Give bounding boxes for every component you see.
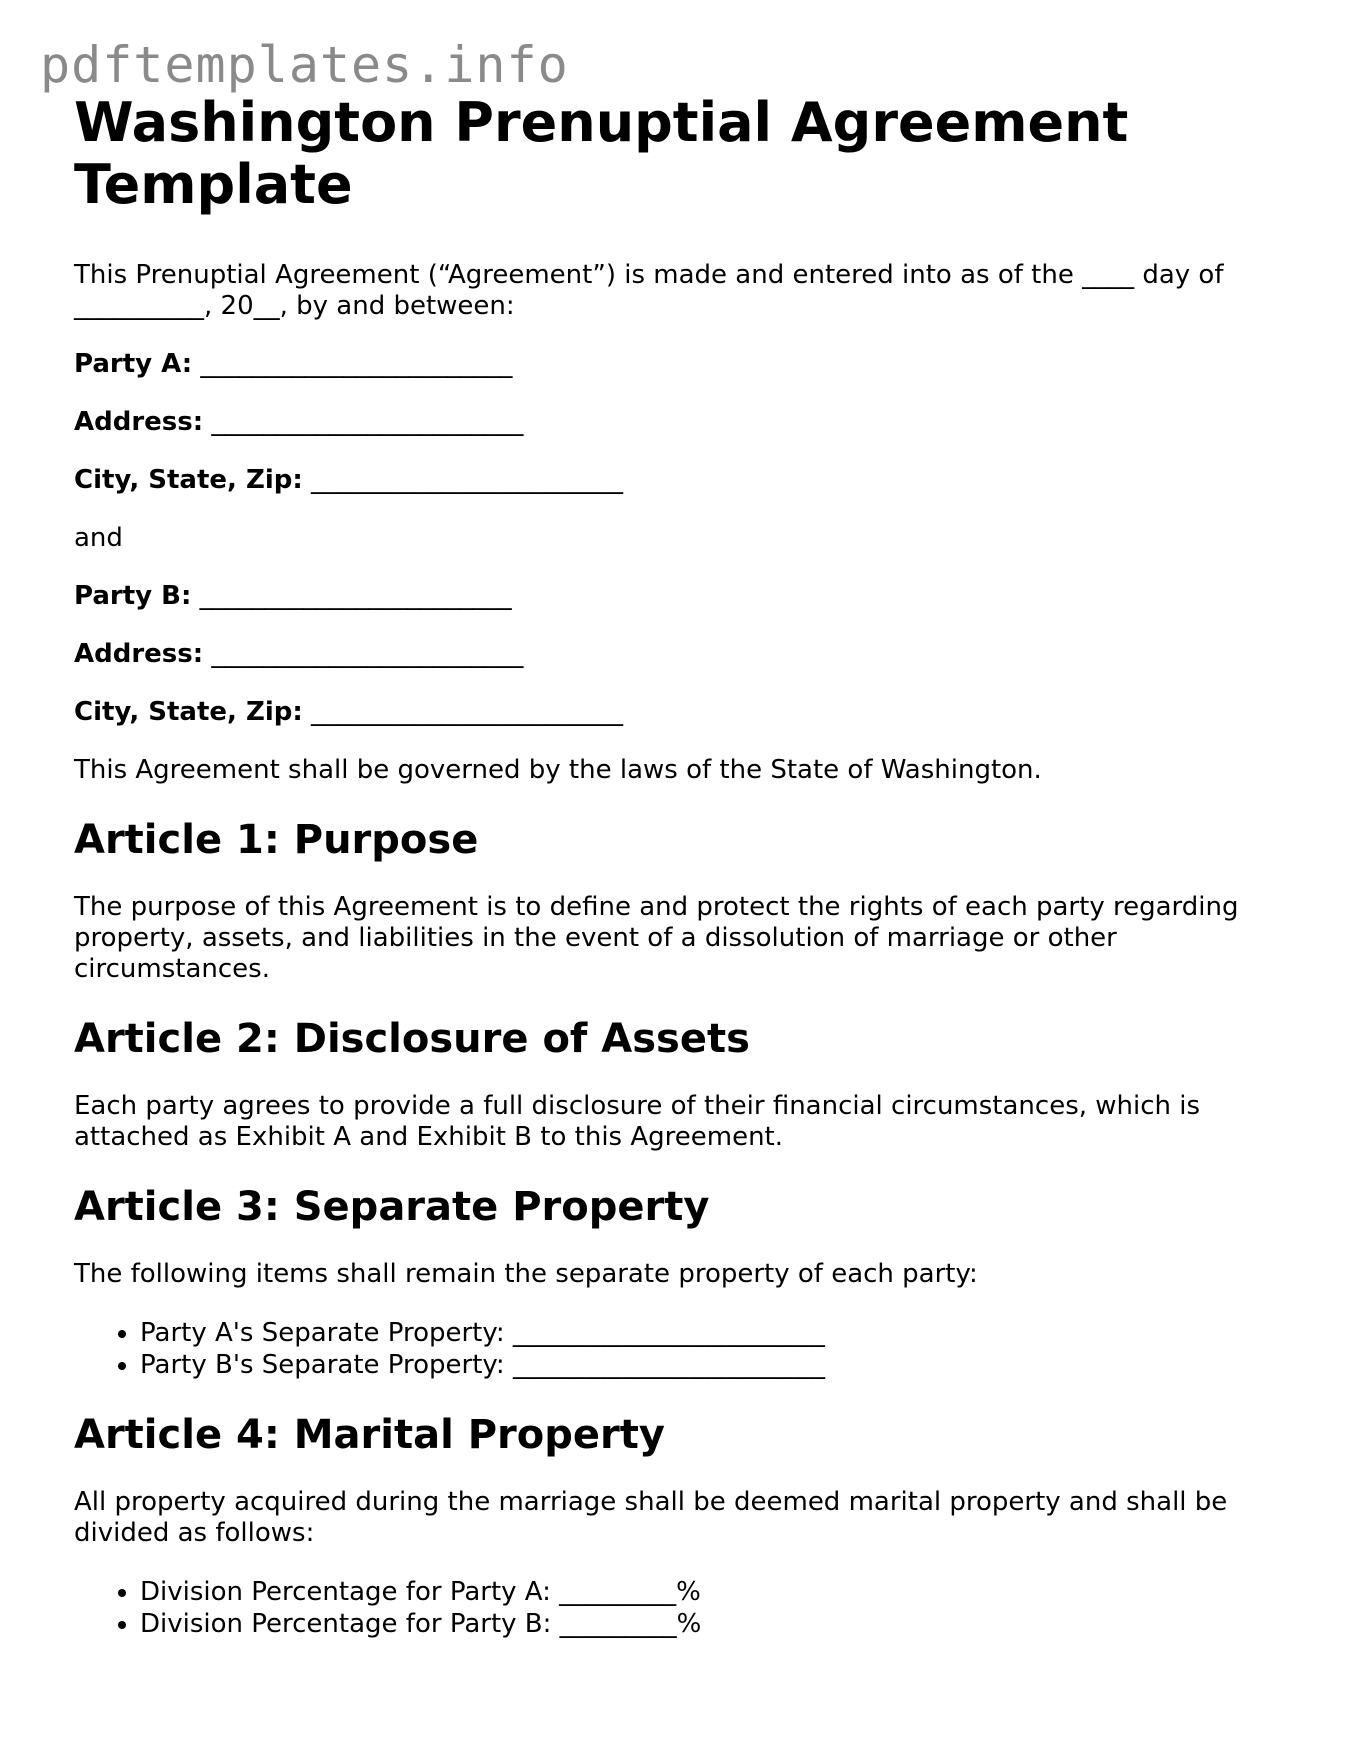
article-2-body: Each party agrees to provide a full disclosure of their financial circumstances, which is attached as Exhibit A and Exhibit B to this Agreement. [74,1091,1201,1152]
article-3-body: The following items shall remain the separate property of each party: [74,1259,978,1289]
article-4-heading: Article 4: Marital Property [74,1412,665,1458]
document-page [74,92,1284,1640]
party-b-city-label: City, State, Zip: [74,697,303,727]
article-2-heading: Article 2: Disclosure of Assets [74,1016,750,1062]
party-b-name-field [74,581,1284,612]
list-item[interactable]: • Division Percentage for Party A: _________% [140,1576,1284,1608]
party-b-address-blank[interactable]: ________________________ [211,639,524,669]
list-item[interactable]: • Party A's Separate Property: ________________________ [140,1317,1284,1349]
list-item[interactable]: • Division Percentage for Party B: _________% [140,1608,1284,1640]
party-a-address-field [74,407,1284,438]
intro-paragraph: This Prenuptial Agreement (“Agreement”) is made and entered into as of the ____ day of __________, 20__, by and between: [74,260,1224,321]
article-3-list [74,1317,1284,1381]
party-a-name-blank[interactable]: ________________________ [200,349,513,379]
article-3-heading: Article 3: Separate Property [74,1184,710,1230]
party-b-address-field [74,639,1284,670]
article-1-body: The purpose of this Agreement is to define and protect the rights of each party regarding property, assets, and liabilities in the event of a dissolution of marriage or other circumstances. [74,892,1239,984]
party-b-name-blank[interactable]: ________________________ [199,581,512,611]
party-a-address-label: Address: [74,407,204,437]
article-4-body: All property acquired during the marriage shall be deemed marital property and shall be divided as follows: [74,1487,1228,1548]
party-b-city-blank[interactable]: ________________________ [311,697,624,727]
party-b-name-label: Party B: [74,581,192,611]
governing-law-paragraph: This Agreement shall be governed by the laws of the State of Washington. [74,755,1042,785]
watermark: pdftemplates.info [40,36,569,94]
list-item[interactable]: • Party B's Separate Property: ________________________ [140,1349,1284,1381]
article-4-list [74,1576,1284,1640]
party-b-city-field [74,697,1284,728]
document-title: Washington Prenuptial Agreement Template [74,91,1129,216]
party-a-name-field [74,349,1284,380]
and-text: and [74,523,123,553]
party-a-city-field [74,465,1284,496]
party-a-city-blank[interactable]: ________________________ [311,465,624,495]
party-a-name-label: Party A: [74,349,193,379]
party-a-address-blank[interactable]: ________________________ [211,407,524,437]
article-1-heading: Article 1: Purpose [74,817,479,863]
party-b-address-label: Address: [74,639,204,669]
party-a-city-label: City, State, Zip: [74,465,303,495]
